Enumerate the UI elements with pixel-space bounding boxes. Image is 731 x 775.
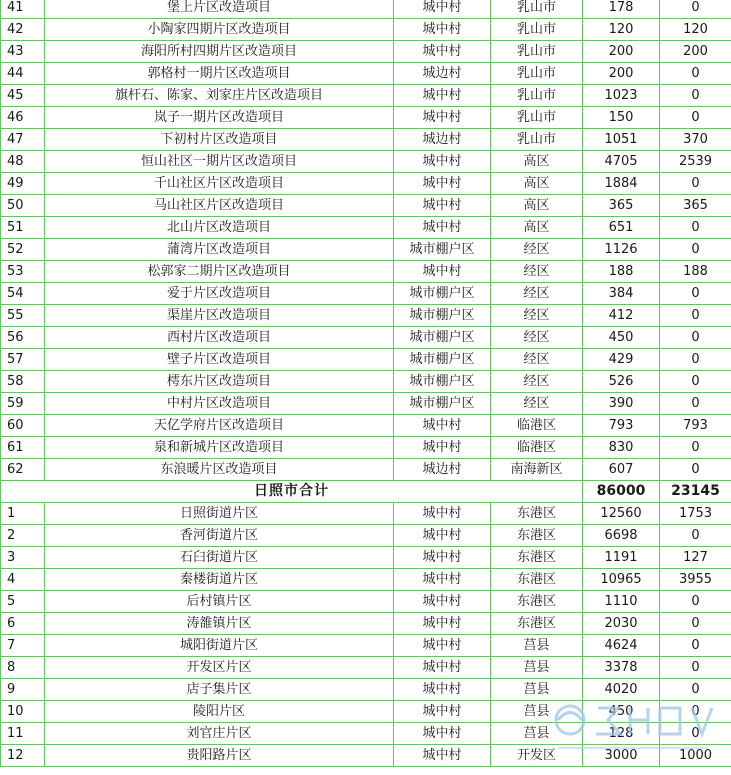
project-type: 城中村 <box>394 591 491 613</box>
table-row <box>1 261 731 283</box>
table-row <box>1 217 731 239</box>
summary-label: 日照市合计 <box>1 481 583 503</box>
table-row <box>1 635 731 657</box>
value-2: 200 <box>660 41 731 63</box>
table-row <box>1 239 731 261</box>
value-2: 0 <box>660 679 731 701</box>
project-type: 城中村 <box>394 547 491 569</box>
value-2: 0 <box>660 723 731 745</box>
row-number: 57 <box>1 349 45 371</box>
table-row <box>1 613 731 635</box>
table-body-bottom <box>1 503 731 767</box>
project-name: 涛雒镇片区 <box>45 613 394 635</box>
district: 临港区 <box>491 437 583 459</box>
district: 开发区 <box>491 745 583 767</box>
row-number: 42 <box>1 19 45 41</box>
project-type: 城中村 <box>394 151 491 173</box>
value-2: 365 <box>660 195 731 217</box>
value-1: 384 <box>583 283 660 305</box>
value-1: 10965 <box>583 569 660 591</box>
table-row <box>1 63 731 85</box>
project-type: 城中村 <box>394 635 491 657</box>
project-name: 开发区片区 <box>45 657 394 679</box>
value-1: 412 <box>583 305 660 327</box>
table-row <box>1 283 731 305</box>
project-type: 城中村 <box>394 503 491 525</box>
district: 乳山市 <box>491 41 583 63</box>
project-name: 蒲湾片区改造项目 <box>45 239 394 261</box>
row-number: 51 <box>1 217 45 239</box>
row-number: 54 <box>1 283 45 305</box>
table-row <box>1 349 731 371</box>
table-row <box>1 723 731 745</box>
project-name: 爱于片区改造项目 <box>45 283 394 305</box>
district: 东港区 <box>491 569 583 591</box>
value-2: 0 <box>660 0 731 19</box>
district: 临港区 <box>491 415 583 437</box>
row-number: 7 <box>1 635 45 657</box>
district: 高区 <box>491 195 583 217</box>
table-row <box>1 0 731 19</box>
value-1: 4705 <box>583 151 660 173</box>
row-number: 56 <box>1 327 45 349</box>
value-1: 3000 <box>583 745 660 767</box>
project-name: 秦楼街道片区 <box>45 569 394 591</box>
value-2: 1000 <box>660 745 731 767</box>
value-2: 0 <box>660 393 731 415</box>
row-number: 58 <box>1 371 45 393</box>
project-type: 城中村 <box>394 525 491 547</box>
row-number: 59 <box>1 393 45 415</box>
district: 东港区 <box>491 503 583 525</box>
value-2: 0 <box>660 107 731 129</box>
table-body-summary <box>1 481 731 503</box>
value-1: 1023 <box>583 85 660 107</box>
project-type: 城中村 <box>394 107 491 129</box>
project-name: 中村片区改造项目 <box>45 393 394 415</box>
district: 经区 <box>491 305 583 327</box>
district: 经区 <box>491 239 583 261</box>
district: 东港区 <box>491 613 583 635</box>
table-row <box>1 151 731 173</box>
row-number: 10 <box>1 701 45 723</box>
value-1: 830 <box>583 437 660 459</box>
value-1: 607 <box>583 459 660 481</box>
project-type: 城中村 <box>394 85 491 107</box>
district: 经区 <box>491 349 583 371</box>
table-row <box>1 701 731 723</box>
table-row <box>1 547 731 569</box>
row-number: 47 <box>1 129 45 151</box>
value-1: 128 <box>583 723 660 745</box>
table-row <box>1 41 731 63</box>
project-type: 城市棚户区 <box>394 327 491 349</box>
table-row <box>1 569 731 591</box>
row-number: 6 <box>1 613 45 635</box>
value-1: 1110 <box>583 591 660 613</box>
project-name: 樗东片区改造项目 <box>45 371 394 393</box>
project-name: 下初村片区改造项目 <box>45 129 394 151</box>
value-1: 178 <box>583 0 660 19</box>
row-number: 1 <box>1 503 45 525</box>
district: 经区 <box>491 371 583 393</box>
project-name: 恒山社区一期片区改造项目 <box>45 151 394 173</box>
row-number: 12 <box>1 745 45 767</box>
district: 东港区 <box>491 547 583 569</box>
project-name: 海阳所村四期片区改造项目 <box>45 41 394 63</box>
district: 高区 <box>491 151 583 173</box>
row-number: 41 <box>1 0 45 19</box>
district: 乳山市 <box>491 129 583 151</box>
project-type: 城市棚户区 <box>394 305 491 327</box>
table-row <box>1 459 731 481</box>
district: 经区 <box>491 261 583 283</box>
district: 乳山市 <box>491 0 583 19</box>
value-1: 1126 <box>583 239 660 261</box>
district: 莒县 <box>491 657 583 679</box>
project-name: 贵阳路片区 <box>45 745 394 767</box>
row-number: 53 <box>1 261 45 283</box>
table-row <box>1 415 731 437</box>
project-type: 城中村 <box>394 613 491 635</box>
row-number: 8 <box>1 657 45 679</box>
project-type: 城市棚户区 <box>394 283 491 305</box>
project-name: 壁子片区改造项目 <box>45 349 394 371</box>
project-type: 城边村 <box>394 129 491 151</box>
value-2: 0 <box>660 657 731 679</box>
value-2: 0 <box>660 459 731 481</box>
value-2: 0 <box>660 437 731 459</box>
row-number: 43 <box>1 41 45 63</box>
table-row <box>1 305 731 327</box>
project-name: 郭格村一期片区改造项目 <box>45 63 394 85</box>
value-2: 0 <box>660 63 731 85</box>
row-number: 61 <box>1 437 45 459</box>
district: 东港区 <box>491 591 583 613</box>
project-name: 泉和新城片区改造项目 <box>45 437 394 459</box>
project-name: 东浪暖片区改造项目 <box>45 459 394 481</box>
district: 高区 <box>491 173 583 195</box>
table-row <box>1 85 731 107</box>
project-name: 北山片区改造项目 <box>45 217 394 239</box>
summary-row <box>1 481 731 503</box>
value-1: 793 <box>583 415 660 437</box>
table-row <box>1 679 731 701</box>
district: 经区 <box>491 393 583 415</box>
value-2: 0 <box>660 85 731 107</box>
value-2: 0 <box>660 701 731 723</box>
project-type: 城中村 <box>394 437 491 459</box>
table-row <box>1 525 731 547</box>
value-1: 429 <box>583 349 660 371</box>
table-row <box>1 195 731 217</box>
value-2: 0 <box>660 217 731 239</box>
project-type: 城中村 <box>394 173 491 195</box>
value-1: 450 <box>583 327 660 349</box>
value-1: 450 <box>583 701 660 723</box>
project-type: 城中村 <box>394 19 491 41</box>
value-2: 0 <box>660 635 731 657</box>
value-1: 1051 <box>583 129 660 151</box>
value-1: 526 <box>583 371 660 393</box>
summary-total-1: 86000 <box>583 481 660 503</box>
project-name: 天亿学府片区改造项目 <box>45 415 394 437</box>
value-2: 0 <box>660 283 731 305</box>
project-type: 城市棚户区 <box>394 349 491 371</box>
project-type: 城中村 <box>394 679 491 701</box>
table-row <box>1 745 731 767</box>
table-body-top <box>1 0 731 481</box>
value-1: 3378 <box>583 657 660 679</box>
project-name: 店子集片区 <box>45 679 394 701</box>
project-name: 渠崖片区改造项目 <box>45 305 394 327</box>
value-2: 127 <box>660 547 731 569</box>
project-name: 旗杆石、陈家、刘家庄片区改造项目 <box>45 85 394 107</box>
row-number: 48 <box>1 151 45 173</box>
value-2: 370 <box>660 129 731 151</box>
row-number: 55 <box>1 305 45 327</box>
value-1: 4020 <box>583 679 660 701</box>
district: 经区 <box>491 327 583 349</box>
district: 南海新区 <box>491 459 583 481</box>
district: 经区 <box>491 283 583 305</box>
table-row <box>1 437 731 459</box>
project-type: 城边村 <box>394 459 491 481</box>
project-type: 城边村 <box>394 63 491 85</box>
project-type: 城中村 <box>394 723 491 745</box>
value-1: 150 <box>583 107 660 129</box>
project-name: 后村镇片区 <box>45 591 394 613</box>
table-row <box>1 591 731 613</box>
project-type: 城市棚户区 <box>394 371 491 393</box>
value-2: 0 <box>660 613 731 635</box>
table-row <box>1 393 731 415</box>
project-name: 小陶家四期片区改造项目 <box>45 19 394 41</box>
value-2: 0 <box>660 371 731 393</box>
row-number: 44 <box>1 63 45 85</box>
value-1: 120 <box>583 19 660 41</box>
value-1: 4624 <box>583 635 660 657</box>
table-row <box>1 503 731 525</box>
row-number: 2 <box>1 525 45 547</box>
row-number: 49 <box>1 173 45 195</box>
table-row <box>1 173 731 195</box>
row-number: 46 <box>1 107 45 129</box>
value-1: 390 <box>583 393 660 415</box>
district: 乳山市 <box>491 107 583 129</box>
row-number: 60 <box>1 415 45 437</box>
value-2: 0 <box>660 305 731 327</box>
district: 东港区 <box>491 525 583 547</box>
project-name: 石臼街道片区 <box>45 547 394 569</box>
value-2: 188 <box>660 261 731 283</box>
table-row <box>1 129 731 151</box>
project-name: 堡上片区改造项目 <box>45 0 394 19</box>
value-2: 2539 <box>660 151 731 173</box>
value-2: 1753 <box>660 503 731 525</box>
table-row <box>1 107 731 129</box>
value-2: 0 <box>660 173 731 195</box>
value-1: 6698 <box>583 525 660 547</box>
project-name: 城阳街道片区 <box>45 635 394 657</box>
project-name: 香河街道片区 <box>45 525 394 547</box>
row-number: 11 <box>1 723 45 745</box>
summary-total-2: 23145 <box>660 481 731 503</box>
value-2: 0 <box>660 239 731 261</box>
row-number: 45 <box>1 85 45 107</box>
value-1: 12560 <box>583 503 660 525</box>
value-2: 0 <box>660 591 731 613</box>
district: 莒县 <box>491 701 583 723</box>
project-name: 千山社区片区改造项目 <box>45 173 394 195</box>
value-1: 200 <box>583 41 660 63</box>
project-name: 陵阳片区 <box>45 701 394 723</box>
project-type: 城中村 <box>394 217 491 239</box>
project-type: 城中村 <box>394 569 491 591</box>
project-type: 城中村 <box>394 41 491 63</box>
row-number: 3 <box>1 547 45 569</box>
district: 乳山市 <box>491 63 583 85</box>
table-row <box>1 327 731 349</box>
table-row <box>1 371 731 393</box>
project-type: 城中村 <box>394 0 491 19</box>
district: 高区 <box>491 217 583 239</box>
project-type: 城市棚户区 <box>394 393 491 415</box>
district: 莒县 <box>491 723 583 745</box>
value-2: 120 <box>660 19 731 41</box>
project-name: 刘官庄片区 <box>45 723 394 745</box>
table-row <box>1 19 731 41</box>
value-2: 0 <box>660 525 731 547</box>
row-number: 9 <box>1 679 45 701</box>
row-number: 5 <box>1 591 45 613</box>
district: 莒县 <box>491 635 583 657</box>
project-type: 城中村 <box>394 745 491 767</box>
value-1: 188 <box>583 261 660 283</box>
row-number: 52 <box>1 239 45 261</box>
project-type: 城中村 <box>394 195 491 217</box>
value-1: 200 <box>583 63 660 85</box>
row-number: 50 <box>1 195 45 217</box>
project-type: 城中村 <box>394 657 491 679</box>
district: 乳山市 <box>491 85 583 107</box>
value-1: 1191 <box>583 547 660 569</box>
value-1: 2030 <box>583 613 660 635</box>
row-number: 4 <box>1 569 45 591</box>
value-2: 0 <box>660 327 731 349</box>
value-2: 0 <box>660 349 731 371</box>
district: 乳山市 <box>491 19 583 41</box>
project-name: 日照街道片区 <box>45 503 394 525</box>
project-type: 城中村 <box>394 261 491 283</box>
project-name: 马山社区片区改造项目 <box>45 195 394 217</box>
value-2: 3955 <box>660 569 731 591</box>
project-type: 城市棚户区 <box>394 239 491 261</box>
project-name: 西村片区改造项目 <box>45 327 394 349</box>
value-1: 1884 <box>583 173 660 195</box>
row-number: 62 <box>1 459 45 481</box>
table-row <box>1 657 731 679</box>
district: 莒县 <box>491 679 583 701</box>
value-2: 793 <box>660 415 731 437</box>
value-1: 651 <box>583 217 660 239</box>
project-name: 岚子一期片区改造项目 <box>45 107 394 129</box>
project-name: 松郭家二期片区改造项目 <box>45 261 394 283</box>
value-1: 365 <box>583 195 660 217</box>
project-type: 城中村 <box>394 415 491 437</box>
project-type: 城中村 <box>394 701 491 723</box>
